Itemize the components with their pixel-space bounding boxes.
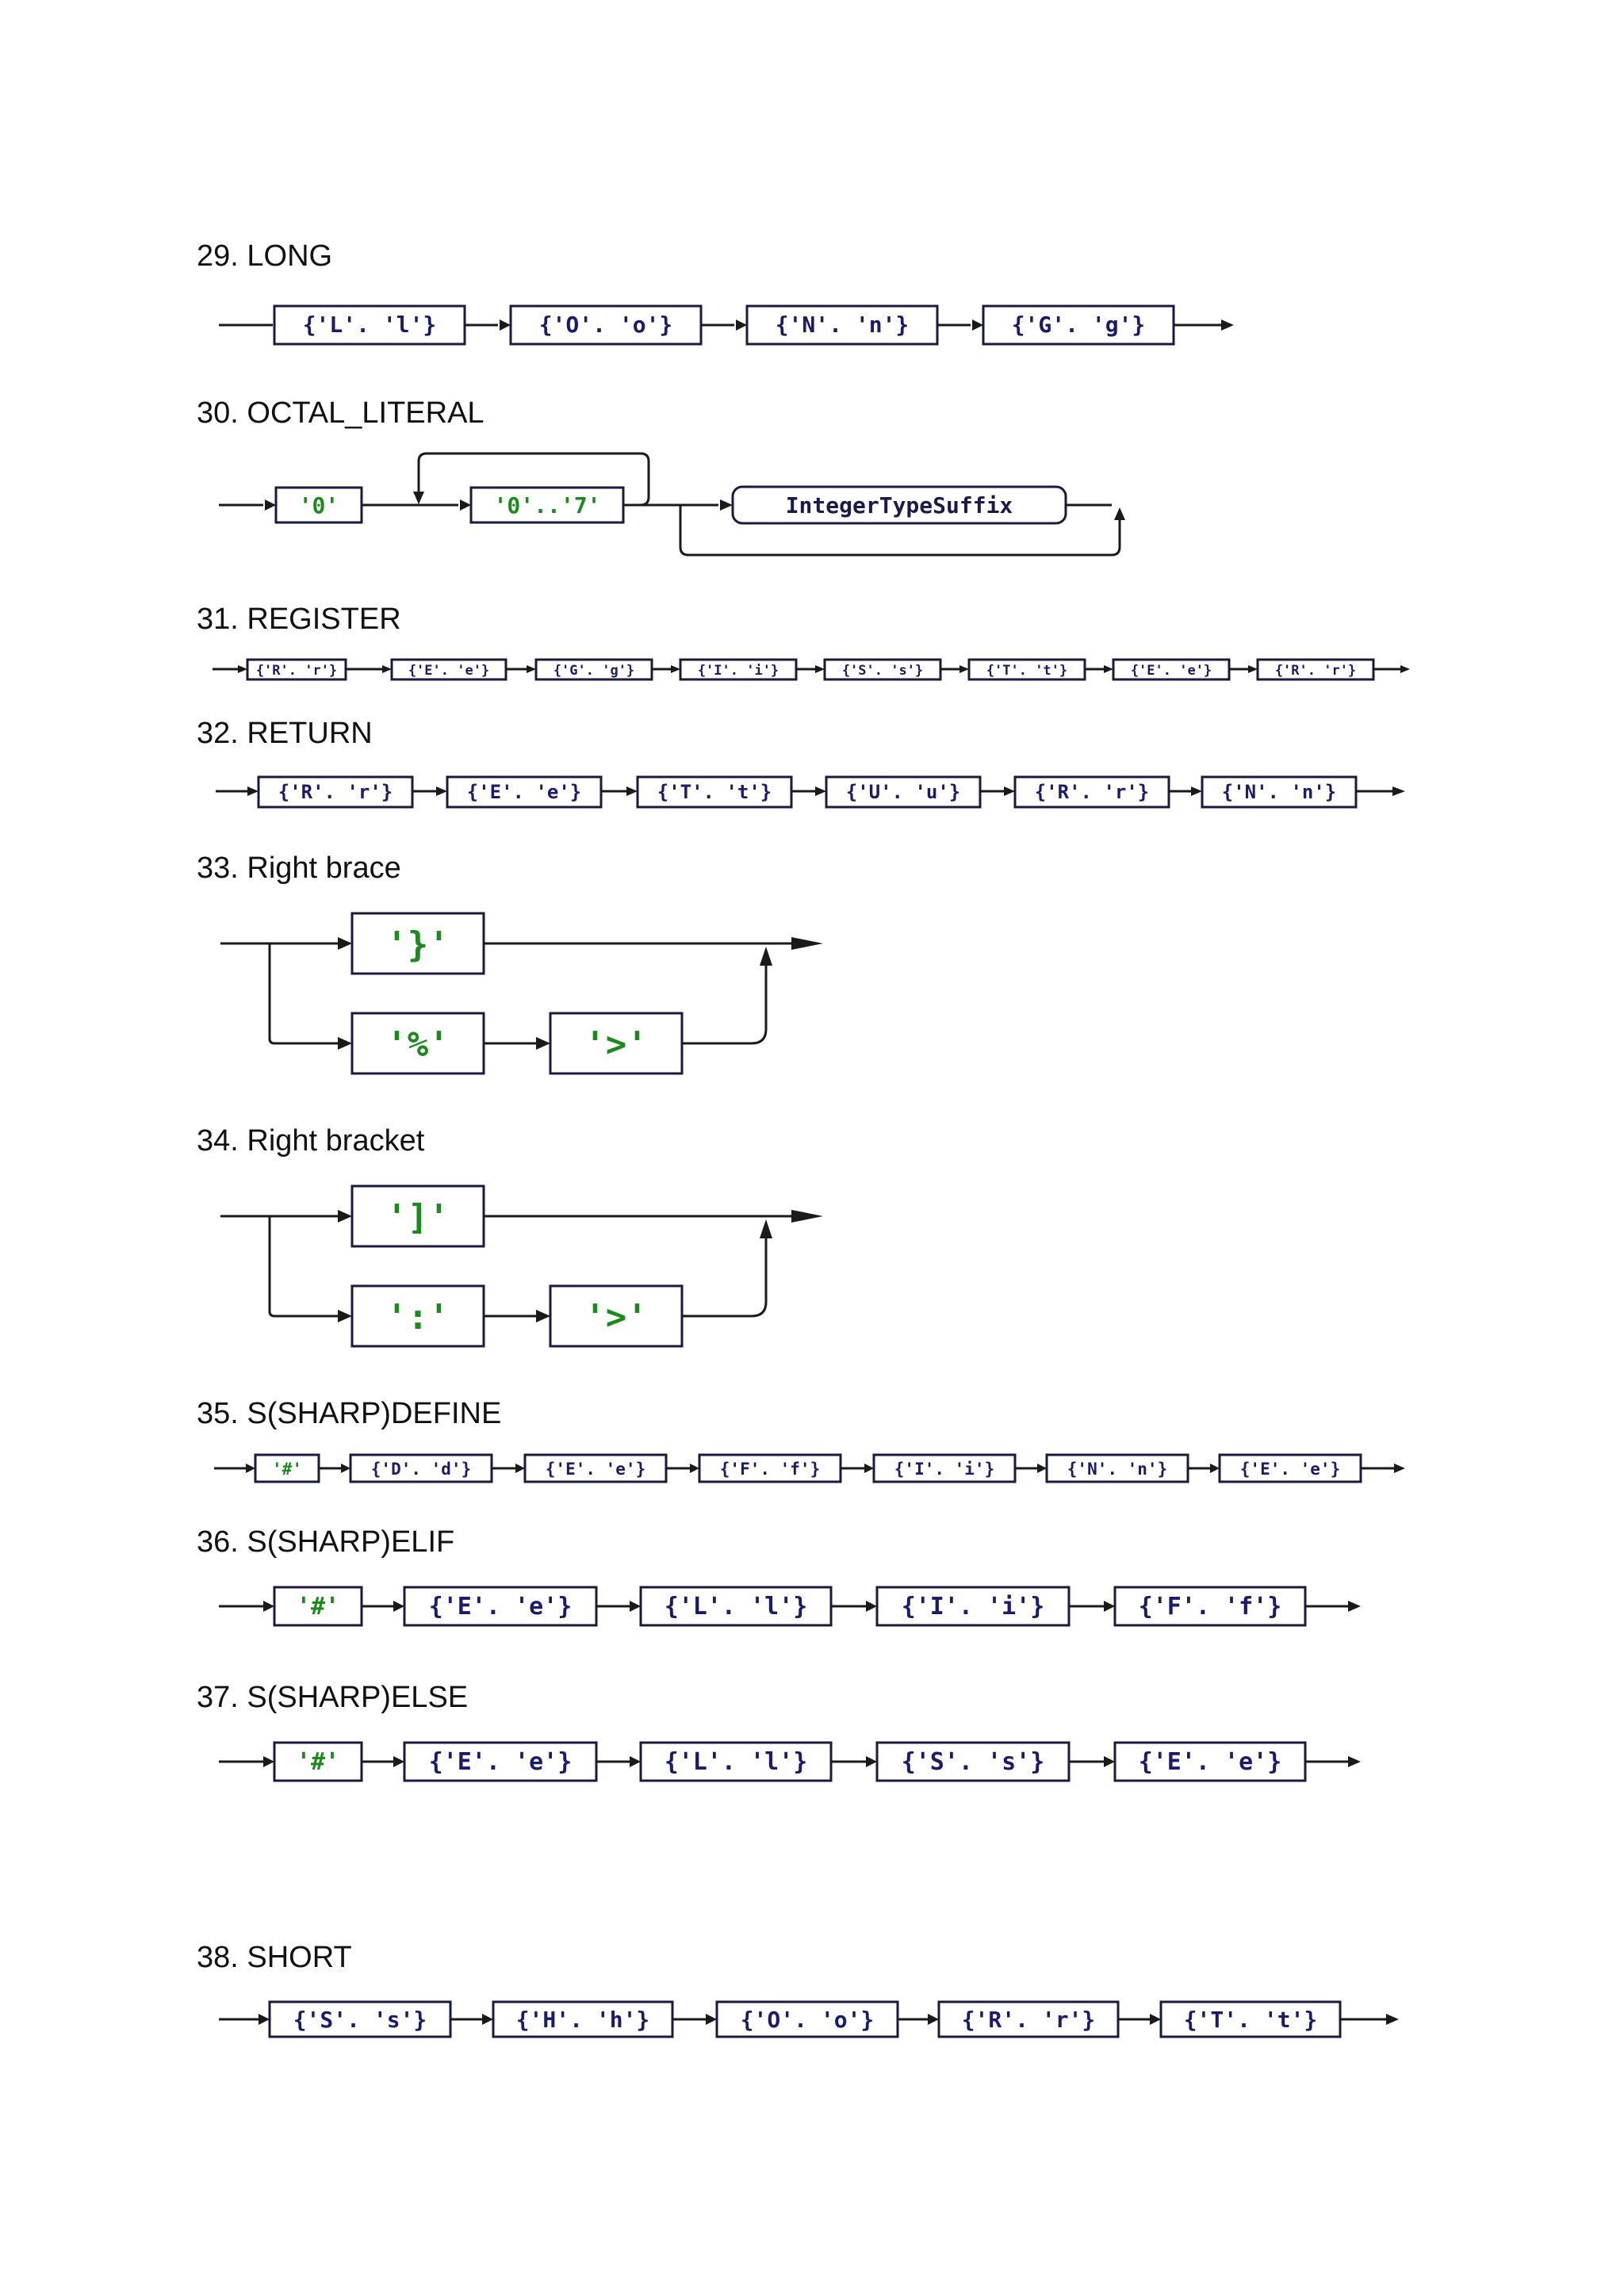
token-label: {'R'. 'r'}	[255, 663, 338, 679]
rule-title-octal-literal: 30. OCTAL_LITERAL	[197, 396, 485, 430]
rule-title-short: 38. SHORT	[197, 1941, 352, 1974]
token-label: {'L'. 'l'}	[302, 312, 437, 338]
railroad-sharp-define	[0, 1451, 1624, 1490]
railroad-octal-literal	[0, 452, 1624, 563]
token-label: '#'	[296, 1748, 340, 1776]
railroad-sharp-else	[0, 1738, 1624, 1785]
railroad-register	[0, 650, 1624, 690]
token-label: {'R'. 'r'}	[961, 2007, 1096, 2033]
token-label: '#'	[296, 1593, 340, 1621]
token-label: {'S'. 's'}	[293, 2007, 427, 2033]
rule-title-sharp-else: 37. S(SHARP)ELSE	[197, 1681, 469, 1714]
token-label: {'S'. 's'}	[841, 663, 924, 679]
rule-title-long: 29. LONG	[197, 239, 333, 273]
token-label: {'E'. 'e'}	[1130, 663, 1212, 679]
token-label: '#'	[272, 1460, 302, 1479]
token-label: {'T'. 't'}	[657, 781, 772, 803]
token-label: '>'	[584, 1024, 648, 1065]
token-label: {'R'. 'r'}	[278, 781, 393, 803]
token-label: {'I'. 'i'}	[697, 663, 779, 679]
token-label: {'N'. 'n'}	[775, 312, 910, 338]
token-label: '%'	[386, 1024, 450, 1065]
token-label: '}'	[386, 924, 450, 965]
token-label: '>'	[584, 1297, 648, 1337]
token-label: {'E'. 'e'}	[428, 1593, 573, 1621]
token-label: {'G'. 'g'}	[1011, 312, 1146, 338]
token-label: {'R'. 'r'}	[1274, 663, 1357, 679]
rule-title-sharp-elif: 36. S(SHARP)ELIF	[197, 1525, 455, 1559]
token-label: {'L'. 'l'}	[664, 1593, 808, 1621]
token-label: {'O'. 'o'}	[538, 312, 673, 338]
railroad-long	[0, 293, 1624, 357]
token-label: {'R'. 'r'}	[1034, 781, 1150, 803]
token-label: {'E'. 'e'}	[466, 781, 582, 803]
token-label: '0'	[298, 492, 339, 519]
token-label: {'E'. 'e'}	[1239, 1460, 1341, 1479]
railroad-return	[0, 769, 1624, 817]
token-label: IntegerTypeSuffix	[785, 492, 1013, 519]
rule-title-right-brace: 33. Right brace	[197, 851, 401, 885]
token-label: ']'	[386, 1197, 450, 1238]
railroad-short	[0, 1996, 1624, 2044]
railroad-sharp-elif	[0, 1582, 1624, 1630]
token-label: {'N'. 'n'}	[1221, 781, 1337, 803]
token-label: {'D'. 'd'}	[370, 1460, 472, 1479]
token-label: {'I'. 'i'}	[901, 1593, 1045, 1621]
token-label: {'S'. 's'}	[901, 1748, 1045, 1776]
token-label: {'U'. 'u'}	[845, 781, 961, 803]
rule-title-right-bracket: 34. Right bracket	[197, 1124, 425, 1158]
token-label: {'E'. 'e'}	[545, 1460, 646, 1479]
token-label: {'T'. 't'}	[986, 663, 1068, 679]
token-label: {'H'. 'h'}	[515, 2007, 650, 2033]
token-label: {'L'. 'l'}	[664, 1748, 808, 1776]
rule-title-sharp-define: 35. S(SHARP)DEFINE	[197, 1397, 502, 1430]
railroad-right-brace	[0, 904, 1624, 1094]
token-label: {'E'. 'e'}	[428, 1748, 573, 1776]
token-label: {'F'. 'f'}	[1138, 1593, 1282, 1621]
rule-title-register: 31. REGISTER	[197, 603, 401, 636]
token-label: {'E'. 'e'}	[1138, 1748, 1282, 1776]
railroad-right-bracket	[0, 1177, 1624, 1367]
token-label: {'G'. 'g'}	[553, 663, 635, 679]
token-label: {'N'. 'n'}	[1067, 1460, 1168, 1479]
token-label: {'O'. 'o'}	[740, 2007, 875, 2033]
token-label: {'E'. 'e'}	[408, 663, 490, 679]
rule-title-return: 32. RETURN	[197, 717, 373, 750]
token-label: {'T'. 't'}	[1183, 2007, 1318, 2033]
token-label: ':'	[386, 1297, 450, 1337]
token-label: '0'..'7'	[493, 492, 601, 519]
token-label: {'F'. 'f'}	[719, 1460, 821, 1479]
token-label: {'I'. 'i'}	[894, 1460, 995, 1479]
